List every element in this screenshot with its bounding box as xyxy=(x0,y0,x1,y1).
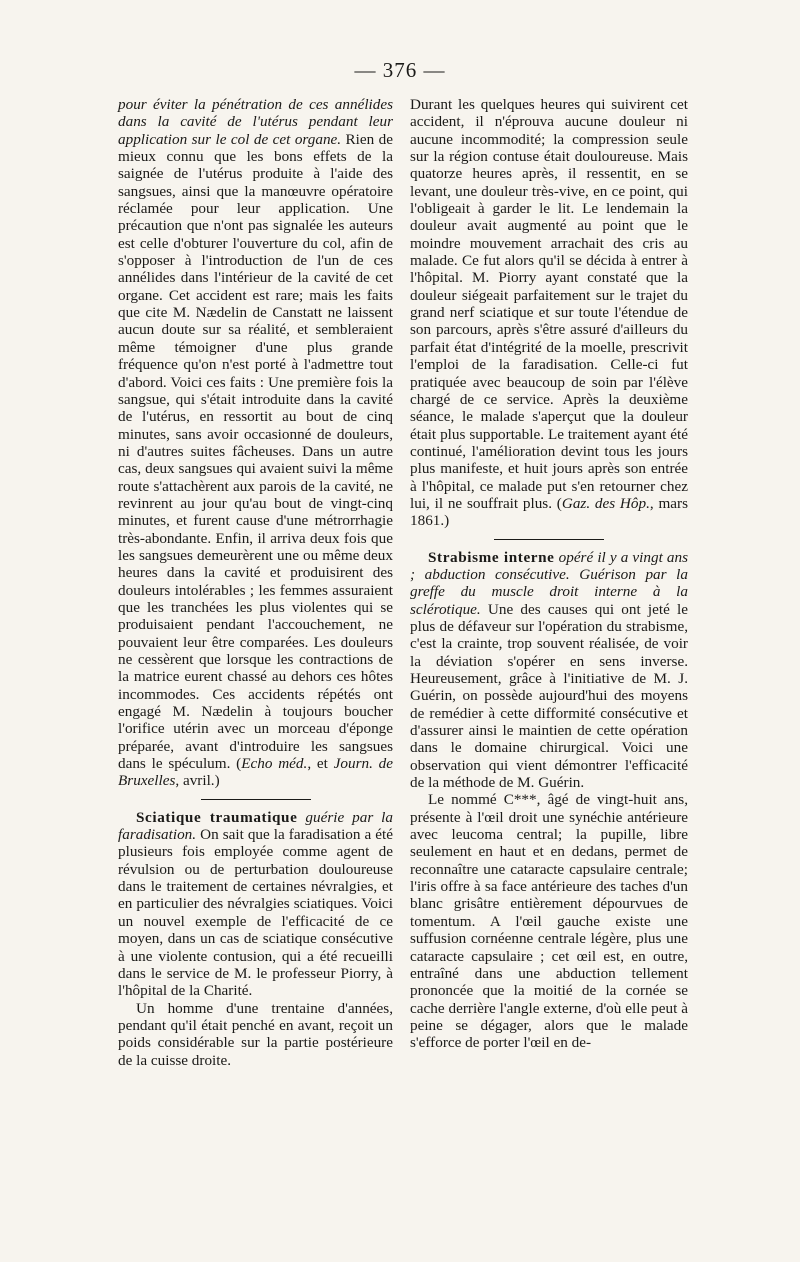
citation: Journ. de Bruxelles xyxy=(118,755,393,790)
paragraph-text: Rien de mieux connu que les bons effets de la saignée de l'utérus produite à l'aide des sangsues, ainsi que la manœuvre opératoire réclamée pour leur application. Une précaution que n'ont pas signalée les auteurs est celle d'obturer l'ouverture du col, afin de s'opposer à l'introduction de l'un de ces annélides dans l'intérieur de la cavité de cet organe. Cet accident est rare; mais les faits que cite M. Nædelin de Canstatt ne laissent aucun doute sur sa réalité, et sembleraient même témoigner d'une plus grande fréquence qu'on n'est porté à l'admettre tout d'abord. Voici ces faits : Une première fois la sangsue, qui s'était introduite dans la cavité de l'utérus, en ressortit au bout de cinq minutes, sans avoir occasionné de douleurs, ni d'autres suites fâcheuses. Dans un autre cas, deux sangsues qui avaient suivi la même route s'attachèrent aux parois de la cavité, ne revinrent au jour qu'au bout de vingt-cinq minutes, et furent cause d'une métrorrhagie très-abondante. Enfin, il arriva deux fois que les sangsues demeurèrent une ou même deux heures dans la cavité et produisirent des douleurs intolérables ; les femmes assuraient que les tranchées les plus violentes qui se produisaient pendant l'accouchement, ne pouvaient leur être comparées. Les douleurs ne cessèrent que lorsque les contractions de la matrice eurent chassé au dehors ces hôtes incommodes. Ces accidents répétés ont engagé M. Nædelin à toujours boucher l'orifice utérin avec un morceau d'éponge préparée, avant d'introduire les sangsues dans le spéculum. ( xyxy=(118,130,393,773)
article-title: Sciatique traumatique xyxy=(136,808,298,826)
paragraph: Le nommé C***, âgé de vingt-huit ans, présente à l'œil droit une synéchie antérieure avec leucoma central; la pupille, libre seulement en haut et en dedans, permet de reconnaître une cataracte capsulaire centrale; l'iris offre à sa face antérieure des taches d'un blanc grisâtre entièrement dépourvues de tomentum. A l'œil gauche existe une suffusion cornéenne centrale légère, plus une cataracte capsulaire ; cet œil est, en outre, entraîné dans une abduction tellement prononcée que la moitié de la cornée se cache derrière l'angle externe, d'où elle peut à peine se dégager, alors que le malade s'efforce de porter l'œil en de- xyxy=(410,791,688,1052)
paragraph: Un homme d'une trentaine d'années, pendant qu'il était penché en avant, reçoit un poids considérable sur la partie postérieure de la cuisse droite. xyxy=(118,999,393,1069)
citation-joiner: , et xyxy=(307,755,334,773)
article-subtitle: opéré il y a vingt ans ; abduction consécutive. Guérison par la greffe du muscle droit interne à la sclérotique. xyxy=(410,548,688,618)
article-continuation xyxy=(118,96,393,790)
paragraph-text: Durant les quelques heures qui suivirent cet accident, il n'éprouva aucune douleur ni aucune incommodité; la compression seule sur la région contuse était douloureuse. Mais quatorze heures après, il ressentit, en se levant, une douleur très-vive, en ce point, qui l'obligeait à garder le lit. Le lendemain la douleur avait augmenté au point que le moindre mouvement arrachait des cris au malade. Ce fut alors qu'il se décida à entrer à l'hôpital. M. Piorry ayant constaté que la douleur siégeait parfaitement sur le trajet du grand nerf sciatique et sur toute l'étendue de son parcours, après s'être assuré d'ailleurs du parfait état d'intégrité de la moelle, prescrivit l'emploi de la faradisation. Celle-ci fut pratiquée avec beaucoup de soin par l'élève chargé de ce service. Après la deuxième séance, le malade s'aperçut que la douleur était plus supportable. Le traitement ayant été continué, l'amélioration devint tous les jours plus manifeste, et huit jours après son entrée à l'hôpital, ce malade put s'en retourner chez lui, il ne souffrait plus. ( xyxy=(410,96,688,512)
right-column xyxy=(410,96,688,1052)
citation-end: , mars 1861.) xyxy=(410,494,688,530)
article-heading-paragraph xyxy=(410,549,688,792)
article-subtitle: guérie par la faradisation. xyxy=(118,808,393,844)
page-number: — 376 — xyxy=(354,58,446,82)
section-divider xyxy=(494,539,604,540)
citation-end: , avril.) xyxy=(175,772,220,790)
article-heading-paragraph xyxy=(118,809,393,1000)
section-divider xyxy=(201,799,311,800)
paragraph-text: Une des causes qui ont jeté le plus de défaveur sur l'opération du strabisme, c'est la crainte, trop souvent réalisée, de voir la déviation s'opérer en sens inverse. Heureusement, grâce à l'initiative de M. J. Guérin, on possède aujourd'hui des moyens de remédier à cette difformité consécutive et d'assurer ainsi le maintien de cette opération dans le domaine chirurgical. Voici une observation qui vient démontrer l'efficacité de la méthode de M. Guérin. xyxy=(410,600,688,792)
citation: Echo méd. xyxy=(241,755,308,773)
left-column xyxy=(118,96,393,1069)
citation: Gaz. des Hôp. xyxy=(561,494,650,512)
article-title: Strabisme interne xyxy=(428,548,555,566)
paragraph-text: On sait que la faradisation a été plusieurs fois employée comme agent de révulsion ou de perturbation douloureuse dans le traitement de certaines névralgies, et en particulier des névralgies sciatiques. Voici un nouvel exemple de l'efficacité de ce moyen, dans un cas de sciatique consécutive à une violente contusion, qui a été recueilli dans le service de M. le professeur Piorry, à l'hôpital de la Charité. xyxy=(118,826,393,1000)
italic-lead: pour éviter la pénétration de ces annélides dans la cavité de l'utérus pendant leur application sur le col de cet organe. xyxy=(118,96,393,148)
paragraph xyxy=(410,96,688,530)
